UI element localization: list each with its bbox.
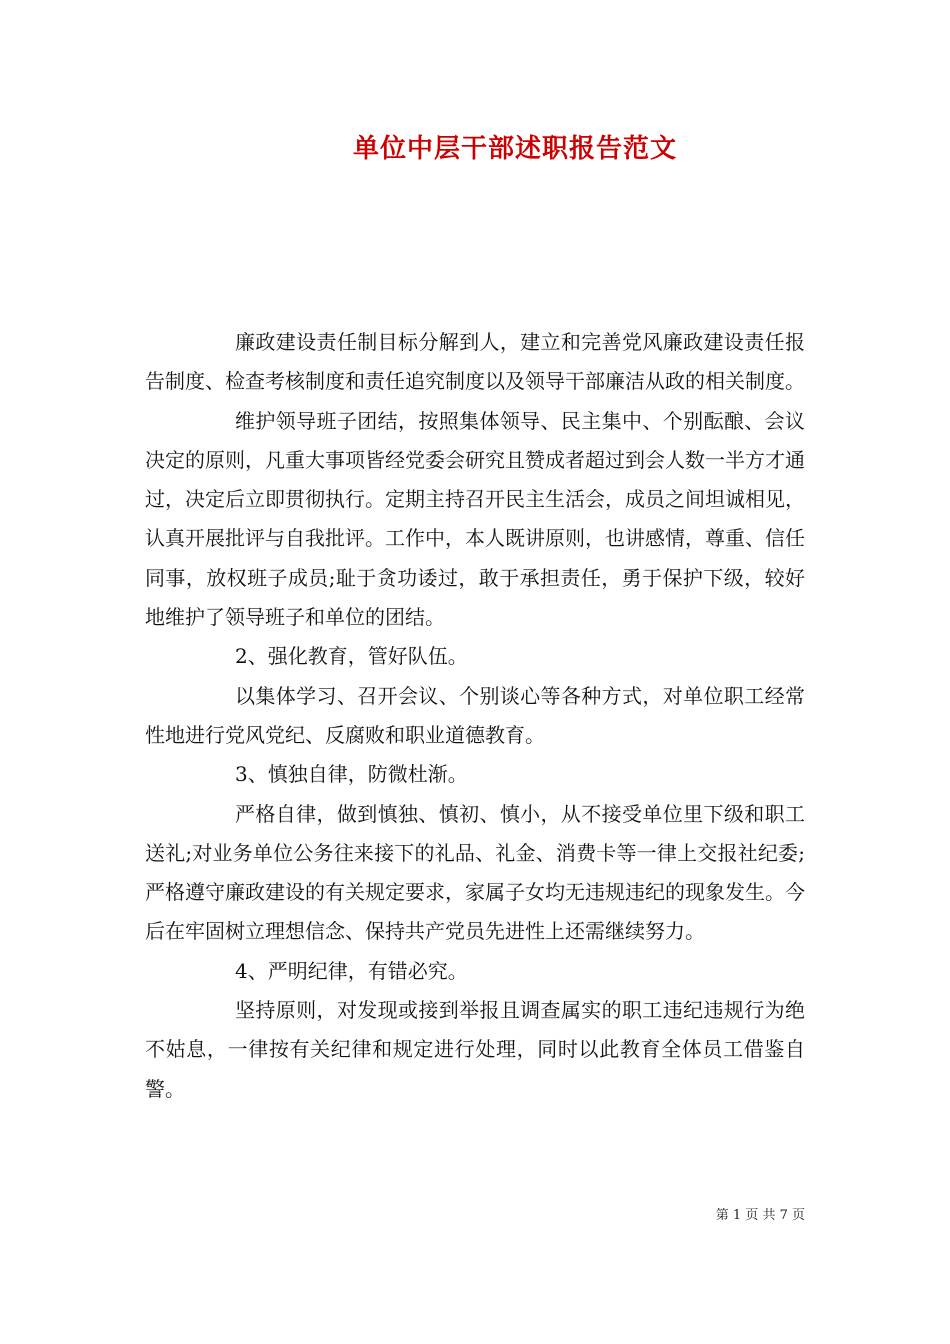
section-heading: 4、严明纪律，有错必究。 <box>235 958 468 983</box>
section-heading: 2、强化教育，管好队伍。 <box>235 644 468 669</box>
paragraph: 严格自律，做到慎独、慎初、慎小，从不接受单位里下级和职工送礼;对业务单位公务往来接下的礼品、礼金、消费卡等一律上交报社纪委;严格遵守廉政建设的有关规定要求，家属子女均无违规违纪的现象发生。今后在牢固树立理想信念、保持共产党员先进性上还需继续努力。 <box>145 801 805 944</box>
paragraph: 廉政建设责任制目标分解到人，建立和完善党风廉政建设责任报告制度、检查考核制度和责任追究制度以及领导干部廉洁从政的相关制度。 <box>145 330 805 394</box>
paragraph: 维护领导班子团结，按照集体领导、民主集中、个别酝酿、会议决定的原则，凡重大事项皆经党委会研究且赞成者超过到会人数一半方才通过，决定后立即贯彻执行。定期主持召开民主生活会，成员之间坦诚相见，认真开展批评与自我批评。工作中，本人既讲原则，也讲感情，尊重、信任同事，放权班子成员;耻于贪功诿过，敢于承担责任，勇于保护下级，较好地维护了领导班子和单位的团结。 <box>145 408 805 630</box>
document-title: 单位中层干部述职报告范文 <box>352 134 677 164</box>
section-heading: 3、慎独自律，防微杜渐。 <box>235 762 468 787</box>
page-number-footer: 第 1 页 共 7 页 <box>715 1208 805 1223</box>
paragraph: 以集体学习、召开会议、个别谈心等各种方式，对单位职工经常性地进行党风党纪、反腐败和职业道德教育。 <box>145 683 805 747</box>
paragraph: 坚持原则，对发现或接到举报且调查属实的职工违纪违规行为绝不姑息，一律按有关纪律和规定进行处理，同时以此教育全体员工借鉴自警。 <box>145 998 805 1101</box>
document-body <box>145 323 805 1109</box>
